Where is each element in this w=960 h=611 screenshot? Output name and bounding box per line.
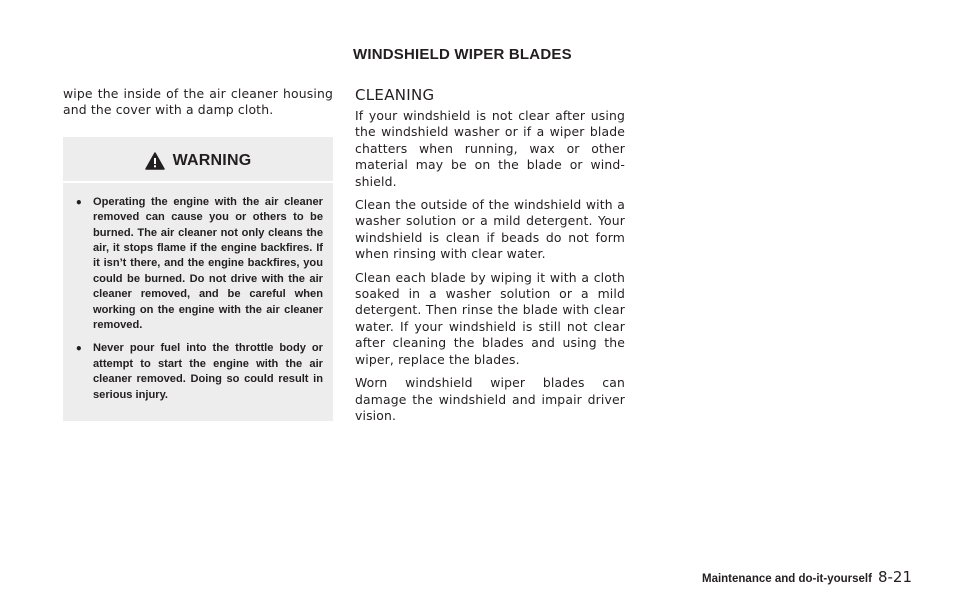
warning-item-text: Never pour fuel into the throttle body or attempt to start the engine with the air cleaner removed. Doing so could result in serious injury.: [93, 342, 323, 401]
warning-item: [73, 341, 323, 403]
warning-header: [63, 137, 333, 183]
bullet-icon: •: [75, 195, 83, 210]
footer-section-name: Maintenance and do-it-yourself: [701, 573, 872, 585]
page-footer: [702, 568, 912, 586]
cleaning-paragraph: Clean each blade by wiping it with a cloth soaked in a washer solution or a mild detergent. Then rinse the blade with clear water. If your windshield is still not clear after cleaning the blades and using the wiper, replace the blades.: [355, 269, 625, 367]
cleaning-paragraph: If your windshield is not clear after using the windshield washer or if a wiper blade chatters when running, wax or other material may be on the blade or wind-shield.: [355, 108, 625, 189]
warning-item: [73, 195, 323, 334]
warning-box: [63, 137, 333, 421]
intro-paragraph: wipe the inside of the air cleaner housing and the cover with a damp cloth.: [63, 86, 333, 118]
section-title: WINDSHIELD WIPER BLADES: [353, 46, 572, 63]
cleaning-paragraph: Worn windshield wiper blades can damage the windshield and impair driver vision.: [355, 375, 625, 423]
cleaning-heading: CLEANING: [355, 86, 435, 104]
warning-triangle-icon: [145, 152, 165, 170]
left-column: [63, 86, 333, 421]
warning-list: [63, 183, 333, 403]
cleaning-paragraph: Clean the outside of the windshield with a washer solution or a mild detergent. Your windshield is clean if beads do not form when rinsing with clear water.: [355, 197, 625, 262]
right-column: [355, 86, 625, 431]
bullet-icon: •: [75, 342, 83, 357]
warning-title: WARNING: [172, 151, 252, 169]
page-number: 8-21: [877, 568, 912, 586]
warning-item-text: Operating the engine with the air cleaner removed can cause you or others to be burned. The air cleaner not only cleans the air, it stops flame if the engine backfires. If it isn’t there, and the engine backfires, you could be burned. Do not drive with the air cleaner removed, and be careful when working on the engine with the air cleaner removed.: [93, 195, 323, 332]
